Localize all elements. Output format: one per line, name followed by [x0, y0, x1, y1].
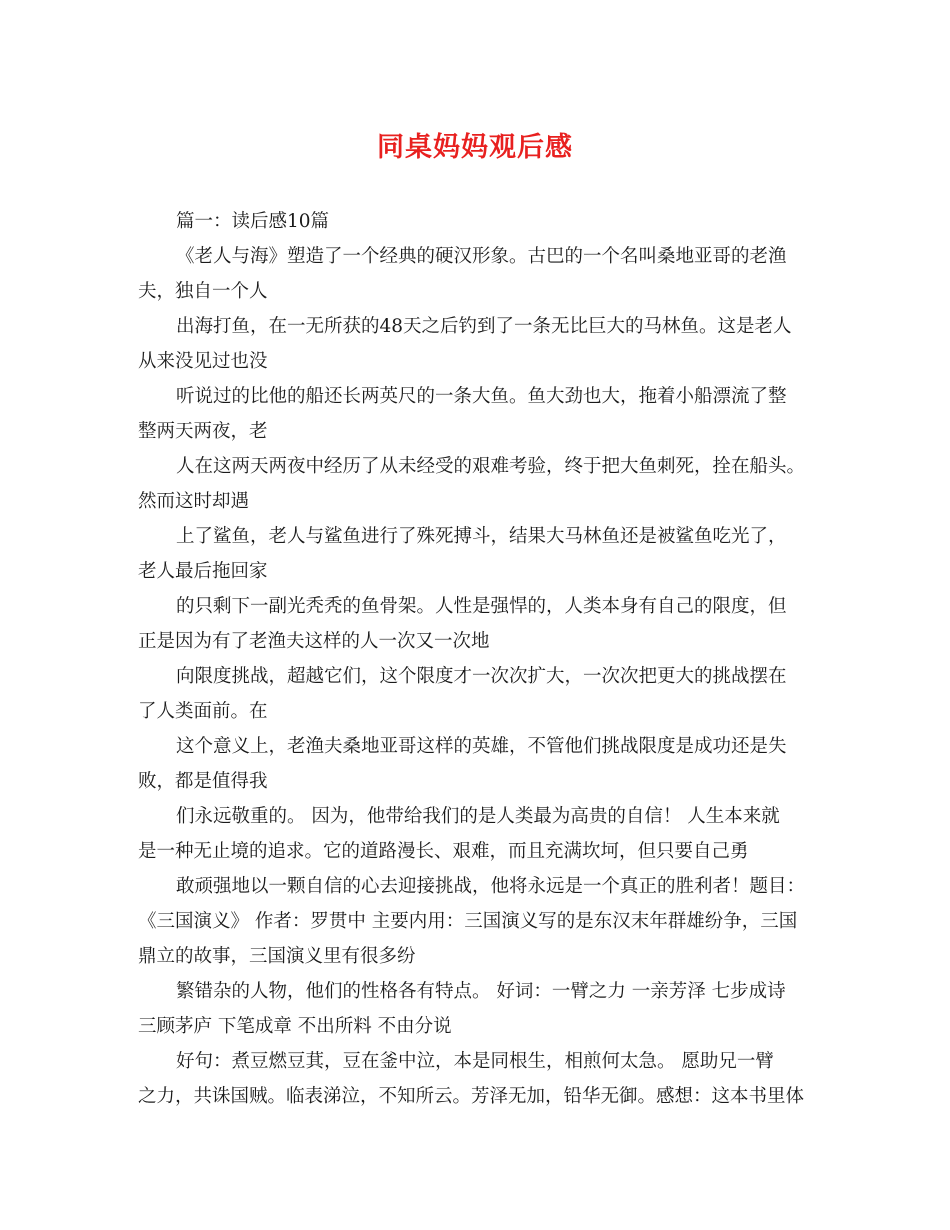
- text-line: 向限度挑战，超越它们，这个限度才一次次扩大，一次次把更大的挑战摆在: [176, 666, 787, 687]
- text-line: 《三国演义》 作者：罗贯中 主要内用：三国演义写的是东汉末年群雄纷争，三国: [138, 911, 798, 932]
- text-line: 出海打鱼，在一无所获的48天之后钓到了一条无比巨大的马林鱼。这是老人: [176, 316, 792, 337]
- text-line: 败，都是值得我: [138, 771, 268, 792]
- text-line: 之力，共诛国贼。临表涕泣，不知所云。芳泽无加，铅华无御。感想：这本书里体: [138, 1086, 805, 1107]
- text-line: 老人最后拖回家: [138, 561, 268, 582]
- text-line: 上了鲨鱼，老人与鲨鱼进行了殊死搏斗，结果大马林鱼还是被鲨鱼吃光了，: [176, 526, 787, 547]
- text-line: 的只剩下一副光秃秃的鱼骨架。人性是强悍的，人类本身有自己的限度，但: [176, 596, 787, 617]
- document-title: 同桌妈妈观后感: [377, 132, 573, 163]
- text-line: 从来没见过也没: [138, 351, 268, 372]
- text-line: 敢顽强地以一颗自信的心去迎接挑战，他将永远是一个真正的胜利者！题目：: [176, 876, 806, 897]
- text-line: 听说过的比他的船还长两英尺的一条大鱼。鱼大劲也大，拖着小船漂流了整: [176, 386, 787, 407]
- text-line: 这个意义上，老渔夫桑地亚哥这样的英雄，不管他们挑战限度是成功还是失: [176, 736, 787, 757]
- text-line: 《老人与海》塑造了一个经典的硬汉形象。古巴的一个名叫桑地亚哥的老渔: [176, 246, 787, 267]
- text-line: 是一种无止境的追求。它的道路漫长、艰难，而且充满坎坷，但只要自己勇: [138, 841, 749, 862]
- text-line: 繁错杂的人物，他们的性格各有特点。 好词：一臂之力 一亲芳泽 七步成诗: [176, 981, 786, 1002]
- text-line: 好句：煮豆燃豆萁，豆在釜中泣，本是同根生，相煎何太急。 愿助兄一臂: [176, 1051, 774, 1072]
- text-line: 鼎立的故事，三国演义里有很多纷: [138, 946, 416, 967]
- text-line: 三顾茅庐 下笔成章 不出所料 不由分说: [138, 1016, 452, 1037]
- text-line: 整两天两夜，老: [138, 421, 268, 442]
- text-line: 们永远敬重的。 因为，他带给我们的是人类最为高贵的自信！ 人生本来就: [176, 806, 780, 827]
- text-line: 正是因为有了老渔夫这样的人一次又一次地: [138, 631, 490, 652]
- text-line: 夫，独自一个人: [138, 281, 268, 302]
- text-line: 篇一：读后感10篇: [176, 211, 330, 232]
- text-line: 人在这两天两夜中经历了从未经受的艰难考验，终于把大鱼刺死，拴在船头。: [176, 456, 806, 477]
- text-line: 然而这时却遇: [138, 491, 250, 512]
- document-body: [138, 204, 818, 1114]
- text-line: 了人类面前。在: [138, 701, 268, 722]
